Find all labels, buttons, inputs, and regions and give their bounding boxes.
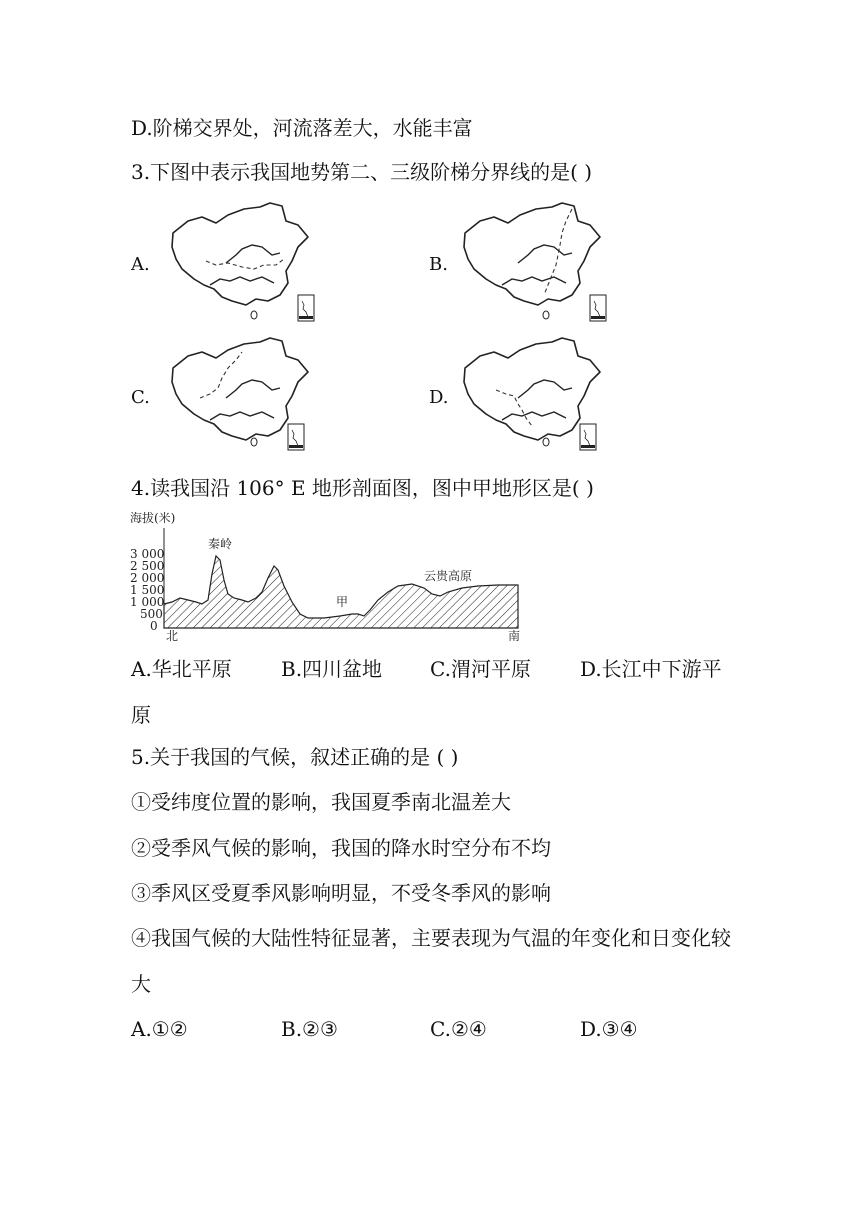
q5-stem: 5.关于我国的气候，叙述正确的是 ( ) (131, 745, 459, 769)
ytick-2500: 2 500 (130, 559, 165, 573)
ytick-2000: 2 000 (130, 571, 165, 585)
q5-statement-4-wrap: 大 (131, 972, 151, 996)
ytick-1000: 1 000 (130, 595, 165, 609)
label-jia: 甲 (336, 595, 349, 609)
label-north: 北 (166, 629, 179, 643)
q2-option-d: D.阶梯交界处，河流落差大，水能丰富 (131, 116, 473, 140)
q5-statement-3: ③季风区受夏季风影响明显，不受冬季风的影响 (131, 881, 551, 905)
ytick-500: 500 (140, 607, 163, 621)
q5-option-c: C.②④ (430, 1017, 487, 1041)
label-south: 南 (508, 629, 521, 643)
q3-option-a-label: A. (131, 254, 150, 275)
ytick-3000: 3 000 (130, 547, 165, 561)
label-yungui: 云贵高原 (424, 569, 473, 583)
q4-terrain-profile (128, 506, 528, 646)
q4-option-d-wrap: 原 (131, 703, 151, 727)
label-qinling: 秦岭 (208, 537, 233, 551)
q4-option-c: C.渭河平原 (430, 657, 531, 681)
q3-map-a (170, 203, 320, 325)
q3-map-c (170, 338, 320, 452)
q3-option-b-label: B. (429, 254, 448, 275)
q5-statement-1: ①受纬度位置的影响，我国夏季南北温差大 (131, 790, 511, 814)
q5-option-d: D.③④ (580, 1017, 638, 1041)
q5-option-b: B.②③ (281, 1017, 338, 1041)
q3-option-c-label: C. (131, 387, 150, 408)
profile-ylabel: 海拔(米) (130, 511, 176, 525)
q3-option-d-label: D. (429, 387, 449, 408)
ytick-0: 0 (150, 619, 158, 633)
ytick-1500: 1 500 (130, 583, 165, 597)
q4-option-a: A.华北平原 (131, 657, 232, 681)
q4-stem: 4.读我国沿 106° E 地形剖面图，图中甲地形区是( ) (131, 476, 594, 500)
profile-terrain (164, 556, 518, 628)
q5-option-a: A.①② (131, 1017, 188, 1041)
q5-statement-4: ④我国气候的大陆性特征显著，主要表现为气温的年变化和日变化较 (131, 926, 731, 950)
q4-option-d: D.长江中下游平 (580, 657, 722, 681)
q3-map-b (462, 203, 617, 325)
q4-option-b: B.四川盆地 (281, 657, 383, 681)
q5-statement-2: ②受季风气候的影响，我国的降水时空分布不均 (131, 836, 551, 860)
q3-map-d (462, 338, 617, 452)
q3-stem: 3.下图中表示我国地势第二、三级阶梯分界线的是( ) (131, 160, 593, 184)
